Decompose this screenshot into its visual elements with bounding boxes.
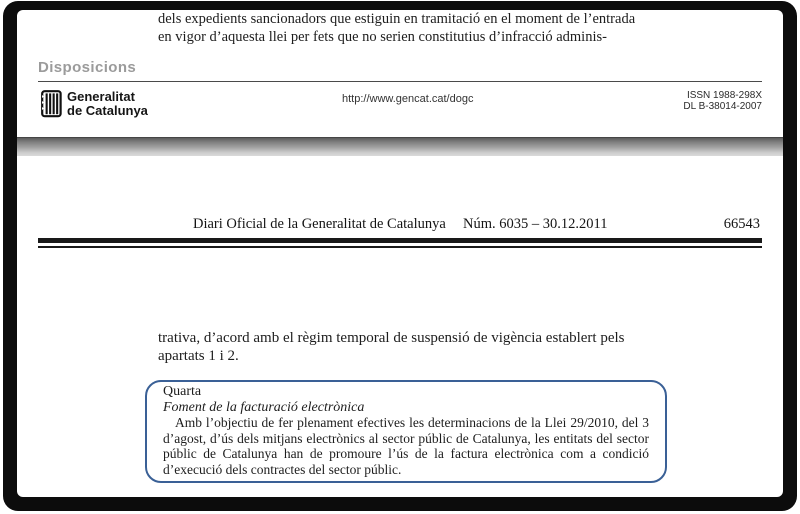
body-paragraph [158,329,670,365]
generalitat-senyera-logo-icon [41,90,62,123]
body-paragraph-line-1: trativa, d’acord amb el règim temporal de suspensió de vigència establert pels [158,330,625,346]
highlighted-clause-box [145,380,667,483]
gazette-rule-thick [38,238,762,243]
gazette-page-number: 66543 [723,216,760,232]
legal-deposit-number: DL B-38014-2007 [683,101,762,112]
top-paragraph-line-2: en vigor d’aquesta llei per fets que no serien constitutius d’infracció adminis- [158,29,607,45]
publisher-name-line-1: Generalitat [67,89,135,104]
publisher-name-line-2: de Catalunya [67,102,148,118]
gazette-title: Diari Oficial de la Generalitat de Catalunya [193,216,446,232]
document-page [17,10,783,497]
section-divider-line [38,81,762,82]
body-paragraph-line-2: apartats 1 i 2. [158,348,239,364]
issn-block [683,90,762,112]
top-paragraph [158,10,670,46]
clause-subheading: Foment de la facturació electrònica [163,399,365,415]
issn-number: ISSN 1988-298X [686,90,762,101]
top-paragraph-line-1: dels expedients sancionadors que estiguin en tramitació en el moment de l’entrada [158,11,636,27]
gazette-rule-thin [38,246,762,248]
gazette-url: http://www.gencat.cat/dogc [342,93,474,105]
clause-heading: Quarta [163,384,202,399]
gazette-issue-date: Núm. 6035 – 30.12.2011 [463,216,608,232]
clause-body: Amb l’objectiu de fer plenament efectives les determinacions de la Llei 29/2010, del 3 d’agost, d’ús dels mitjans electrònics al sector públic de Catalunya, les entitats del sector públic de Catalunya han de promoure l’ús de la factura electrònica com a condició d’execució dels contractes del sector públic. [163,415,649,477]
section-label: Disposicions [38,59,137,76]
publisher-name [67,90,148,117]
page-break-divider [17,137,783,156]
